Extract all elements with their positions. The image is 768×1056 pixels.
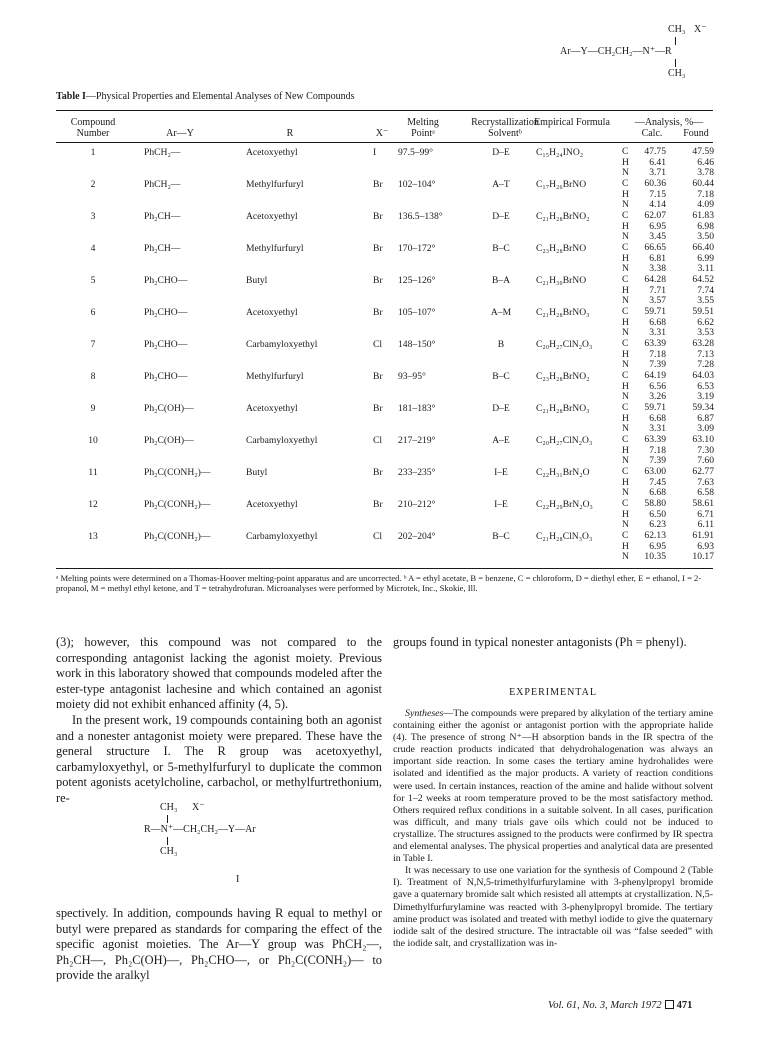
cell-x: Br	[373, 307, 383, 318]
cell-ary: Ph₂CH—	[144, 211, 181, 222]
right-column-top	[393, 635, 713, 651]
analysis-calc: 7.18	[649, 348, 666, 360]
analysis-calc: 62.13	[644, 530, 666, 541]
analysis-line	[622, 435, 714, 446]
analysis-el: C	[622, 146, 629, 157]
cell-x: Br	[373, 499, 383, 510]
cell-x: Br	[373, 211, 383, 222]
cell-analysis	[622, 211, 714, 243]
left-paragraph-2: In the present work, 19 compounds containing both an agonist and a nonester antagonist moiety were prepared. These have the general structure I. The R group was acetoxyethyl, carbamyloxyethyl, or 5-methylfurfuryl to duplicate the common potent agonists acetylcholine, carbachol, or methylfurtrethonium, re-	[56, 712, 382, 805]
analysis-calc: 6.56	[649, 380, 666, 392]
cell-mp: 217–219°	[398, 435, 436, 446]
analysis-calc: 63.39	[644, 434, 666, 445]
cell-formula: C₂₁H₂₈BrNO₂	[536, 211, 590, 222]
analysis-line	[622, 296, 714, 307]
cell-mp: 105–107°	[398, 307, 436, 318]
cell-formula: C₂₃H₂₈BrNO	[536, 243, 587, 254]
analysis-found: 60.44	[692, 178, 714, 189]
analysis-el: C	[622, 370, 629, 381]
cell-r: Butyl	[246, 467, 268, 478]
cell-analysis	[622, 435, 714, 467]
analysis-calc: 3.31	[649, 327, 666, 338]
cell-formula: C₂₃H₂₈BrNO₂	[536, 371, 590, 382]
cell-ary: Ph₂CH—	[144, 243, 181, 254]
analysis-calc: 6.68	[649, 316, 666, 328]
analysis-el: H	[622, 444, 629, 456]
cell-r: Carbamyloxyethyl	[246, 339, 318, 350]
cell-x: Cl	[373, 531, 383, 542]
analysis-found: 7.60	[697, 455, 714, 466]
cell-analysis	[622, 275, 714, 307]
cell-solvent: I–E	[494, 499, 508, 510]
analysis-line	[622, 467, 714, 478]
analysis-line	[622, 339, 714, 350]
analysis-calc: 3.38	[649, 263, 666, 274]
cell-num: 3	[90, 211, 96, 222]
analysis-found: 63.28	[692, 338, 714, 349]
analysis-line	[622, 488, 714, 499]
structure-chain: Ar—Y—CH₂CH₂—N⁺—R	[560, 46, 672, 57]
table-title	[56, 91, 355, 102]
analysis-found: 61.83	[692, 210, 714, 221]
analysis-calc: 60.36	[644, 178, 666, 189]
cell-ary: Ph₂C(CONH₂)—	[144, 531, 211, 542]
cell-solvent: A–M	[490, 307, 512, 318]
analysis-el: N	[622, 231, 629, 242]
analysis-el: H	[622, 540, 629, 552]
analysis-found: 6.93	[697, 540, 714, 552]
right-paragraph-3: It was necessary to use one variation for the synthesis of Compound 2 (Table I). Treatment of N,N,5-trimethylfurfurylamine with 3-phenylpropyl bromide gave a quaternary bromide salt which resisted all attempts at crystallization. N,5-Dimethylfurfurylamine was reacted with 3-phenylpropyl bromide. The tertiary amine product was isolated and treated with methyl iodide to give the quaternary iodide salt of the desired structure. The intractable oil was “false seeded” with the iodide salt, and crystallization was in-	[393, 865, 714, 949]
cell-x: Br	[373, 371, 383, 382]
analysis-el: N	[622, 199, 629, 210]
box-glyph	[665, 1000, 674, 1009]
analysis-calc: 7.71	[649, 284, 666, 296]
analysis-el: N	[622, 455, 629, 466]
cell-formula: C₂₁H₂₈ClN₃O₃	[536, 531, 593, 542]
general-structure-figure	[560, 24, 760, 88]
cell-ary: PhCH₂—	[144, 147, 181, 158]
analysis-el: H	[622, 380, 629, 392]
analysis-line	[622, 552, 714, 563]
analysis-line	[622, 403, 714, 414]
cell-ary: Ph₂CHO—	[144, 371, 188, 382]
cell-ary: Ph₂C(CONH₂)—	[144, 499, 211, 510]
cell-x: Cl	[373, 435, 383, 446]
page-number: 471	[676, 1000, 693, 1011]
header-solvent: Recrystallization Solventᵇ	[471, 117, 539, 139]
cell-formula: C₂₀H₂₇ClN₂O₃	[536, 435, 593, 446]
analysis-calc: 63.39	[644, 338, 666, 349]
table-title-text: —Physical Properties and Elemental Analyses of New Compounds	[85, 91, 355, 102]
analysis-el: C	[622, 434, 629, 445]
cell-solvent: A–E	[492, 435, 510, 446]
cell-solvent: B–C	[492, 243, 510, 254]
analysis-line	[622, 179, 714, 190]
cell-analysis	[622, 531, 714, 563]
analysis-calc: 59.71	[644, 402, 666, 413]
analysis-found: 6.98	[697, 220, 714, 232]
analysis-calc: 66.65	[644, 242, 666, 253]
analysis-el: N	[622, 359, 629, 370]
analysis-el: C	[622, 306, 629, 317]
analysis-el: H	[622, 188, 629, 200]
analysis-found: 3.78	[697, 167, 714, 178]
analysis-el: C	[622, 178, 629, 189]
cell-num: 1	[90, 147, 96, 158]
cell-num: 5	[90, 275, 96, 286]
cell-analysis	[622, 371, 714, 403]
cell-solvent: B–C	[492, 371, 510, 382]
analysis-calc: 3.45	[649, 231, 666, 242]
header-compound: Compound Number	[70, 117, 116, 139]
analysis-found: 61.91	[692, 530, 714, 541]
cell-num: 4	[90, 243, 96, 254]
cell-x: Br	[373, 243, 383, 254]
analysis-calc: 4.14	[649, 199, 666, 210]
analysis-found: 64.03	[692, 370, 714, 381]
cell-num: 2	[90, 179, 96, 190]
syntheses-lead: Syntheses	[405, 708, 444, 719]
structure-bond-top	[675, 37, 676, 45]
cell-mp: 93–95°	[398, 371, 426, 382]
cell-mp: 136.5–138°	[398, 211, 443, 222]
analysis-line	[622, 307, 714, 318]
analysis-found: 59.34	[692, 402, 714, 413]
analysis-found: 6.99	[697, 252, 714, 264]
analysis-calc: 62.07	[644, 210, 666, 221]
analysis-el: C	[622, 210, 629, 221]
structure-i-bond-top	[167, 815, 168, 823]
analysis-found: 6.62	[697, 316, 714, 328]
header-x: X⁻	[375, 128, 389, 139]
cell-r: Methylfurfuryl	[246, 243, 304, 254]
cell-r: Acetoxyethyl	[246, 307, 298, 318]
cell-r: Acetoxyethyl	[246, 147, 298, 158]
analysis-el: N	[622, 519, 629, 530]
analysis-calc: 3.71	[649, 167, 666, 178]
structure-i-bond-bottom	[167, 837, 168, 845]
table-footnote: ᵃ Melting points were determined on a Thomas-Hoover melting-point apparatus and are uncorrected. ᵇ A = ethyl acetate, B = benzene, C = chloroform, D = diethyl ether, E = ethanol, I = 2-propanol, M = methyl ethyl ketone, and T = tetrahydrofuran. Microanalyses were performed by Microtek, Inc., Skokie, Ill.	[56, 573, 702, 593]
page-footer	[548, 1000, 692, 1011]
cell-num: 13	[88, 531, 98, 542]
analysis-el: H	[622, 156, 629, 168]
cell-num: 9	[90, 403, 96, 414]
table-bottom-rule	[56, 568, 713, 569]
analysis-line	[622, 243, 714, 254]
analysis-calc: 63.00	[644, 466, 666, 477]
cell-ary: Ph₂CHO—	[144, 307, 188, 318]
analysis-line	[622, 456, 714, 467]
cell-x: Br	[373, 403, 383, 414]
cell-mp: 170–172°	[398, 243, 436, 254]
analysis-calc: 59.71	[644, 306, 666, 317]
cell-ary: Ph₂C(OH)—	[144, 435, 194, 446]
analysis-found: 6.11	[697, 519, 714, 530]
cell-formula: C₂₁H₂₈BrNO₃	[536, 307, 590, 318]
cell-ary: PhCH₂—	[144, 179, 181, 190]
cell-num: 6	[90, 307, 96, 318]
analysis-found: 59.51	[692, 306, 714, 317]
analysis-calc: 7.15	[649, 188, 666, 200]
cell-analysis	[622, 147, 714, 179]
cell-analysis	[622, 467, 714, 499]
cell-num: 7	[90, 339, 96, 350]
analysis-el: N	[622, 551, 629, 562]
cell-x: Br	[373, 467, 383, 478]
cell-analysis	[622, 243, 714, 275]
cell-analysis	[622, 307, 714, 339]
analysis-found: 4.09	[697, 199, 714, 210]
section-heading-experimental: EXPERIMENTAL	[509, 687, 597, 698]
analysis-found: 7.74	[697, 284, 714, 296]
analysis-calc: 7.18	[649, 444, 666, 456]
analysis-calc: 6.81	[649, 252, 666, 264]
cell-solvent: I–E	[494, 467, 508, 478]
analysis-line	[622, 200, 714, 211]
analysis-found: 3.11	[697, 263, 714, 274]
analysis-line	[622, 264, 714, 275]
cell-x: Br	[373, 179, 383, 190]
analysis-calc: 6.23	[649, 519, 666, 530]
cell-r: Butyl	[246, 275, 268, 286]
structure-bond-bottom	[675, 59, 676, 67]
cell-r: Methylfurfuryl	[246, 179, 304, 190]
analysis-el: C	[622, 402, 629, 413]
analysis-calc: 3.57	[649, 295, 666, 306]
structure-i-label: I	[236, 874, 240, 885]
cell-solvent: A–T	[492, 179, 510, 190]
cell-r: Carbamyloxyethyl	[246, 531, 318, 542]
cell-formula: C₂₂H₂₉BrN₂O₃	[536, 499, 593, 510]
cell-formula: C₁₇H₂₆BrNO	[536, 179, 587, 190]
analysis-el: C	[622, 530, 629, 541]
analysis-line	[622, 531, 714, 542]
structure-i-chain: R—N⁺—CH₂CH₂—Y—Ar	[144, 824, 256, 835]
analysis-calc: 6.68	[649, 412, 666, 424]
analysis-calc: 6.50	[649, 508, 666, 520]
analysis-el: N	[622, 391, 629, 402]
analysis-calc: 58.80	[644, 498, 666, 509]
analysis-found: 3.50	[697, 231, 714, 242]
cell-solvent: D–E	[492, 147, 510, 158]
analysis-calc: 47.75	[644, 146, 666, 157]
analysis-found: 7.13	[697, 348, 714, 360]
header-r: R	[286, 128, 294, 139]
analysis-line	[622, 211, 714, 222]
cell-ary: Ph₂CHO—	[144, 339, 188, 350]
analysis-el: H	[622, 476, 629, 488]
cell-num: 12	[88, 499, 98, 510]
analysis-line	[622, 328, 714, 339]
analysis-calc: 7.39	[649, 359, 666, 370]
analysis-el: H	[622, 284, 629, 296]
cell-r: Carbamyloxyethyl	[246, 435, 318, 446]
cell-solvent: D–E	[492, 211, 510, 222]
analysis-line	[622, 232, 714, 243]
analysis-found: 3.55	[697, 295, 714, 306]
analysis-found: 7.63	[697, 476, 714, 488]
analysis-line	[622, 499, 714, 510]
analysis-calc: 3.26	[649, 391, 666, 402]
header-mp: Melting Pointᵃ	[407, 117, 439, 139]
cell-analysis	[622, 499, 714, 531]
cell-solvent: B–C	[492, 531, 510, 542]
structure-ch3-top: CH₃	[668, 24, 686, 35]
cell-analysis	[622, 339, 714, 371]
structure-anion: X⁻	[694, 24, 707, 35]
cell-mp: 202–204°	[398, 531, 436, 542]
analysis-el: C	[622, 498, 629, 509]
cell-r: Acetoxyethyl	[246, 211, 298, 222]
cell-r: Acetoxyethyl	[246, 403, 298, 414]
cell-mp: 181–183°	[398, 403, 436, 414]
structure-i-ch3-top: CH₃	[160, 802, 178, 813]
cell-num: 8	[90, 371, 96, 382]
analysis-el: N	[622, 487, 629, 498]
analysis-el: N	[622, 423, 629, 434]
analysis-calc: 6.95	[649, 220, 666, 232]
analysis-line	[622, 424, 714, 435]
analysis-el: N	[622, 327, 629, 338]
analysis-el: H	[622, 252, 629, 264]
header-found: Found	[683, 128, 709, 139]
cell-ary: Ph₂CHO—	[144, 275, 188, 286]
analysis-found: 6.71	[697, 508, 714, 520]
analysis-el: H	[622, 220, 629, 232]
analysis-calc: 6.41	[649, 156, 666, 168]
journal-citation: Vol. 61, No. 3, March 1972	[548, 1000, 662, 1011]
analysis-el: N	[622, 295, 629, 306]
left-column-top	[56, 635, 382, 807]
cell-analysis	[622, 403, 714, 435]
analysis-found: 7.18	[697, 188, 714, 200]
right-paragraph-1: groups found in typical nonester antagonists (Ph = phenyl).	[393, 635, 687, 649]
analysis-line	[622, 275, 714, 286]
table-header-rule	[56, 142, 713, 143]
cell-analysis	[622, 179, 714, 211]
table-title-label: Table I	[56, 91, 86, 102]
analysis-calc: 6.68	[649, 487, 666, 498]
analysis-found: 6.58	[697, 487, 714, 498]
header-analysis: —Analysis, %—	[634, 117, 704, 128]
analysis-found: 63.10	[692, 434, 714, 445]
cell-solvent: B	[497, 339, 505, 350]
left-paragraph-3: spectively. In addition, compounds having R equal to methyl or butyl were prepared as standards for comparing the effect of the specific agonist moieties. The Ar—Y group was PhCH₂—, Ph₂CH—, Ph₂C(OH)—, Ph₂CHO—, or Ph₂C(CONH₂)— to provide the aralkyl	[56, 906, 382, 983]
analysis-found: 47.59	[692, 146, 714, 157]
cell-mp: 102–104°	[398, 179, 436, 190]
analysis-found: 3.09	[697, 423, 714, 434]
analysis-calc: 10.35	[644, 551, 666, 562]
cell-formula: C₂₁H₂₈BrNO₃	[536, 403, 590, 414]
analysis-line	[622, 392, 714, 403]
structure-i-anion: X⁻	[192, 802, 205, 813]
analysis-found: 62.77	[692, 466, 714, 477]
cell-ary: Ph₂C(CONH₂)—	[144, 467, 211, 478]
analysis-el: H	[622, 316, 629, 328]
analysis-calc: 64.28	[644, 274, 666, 285]
analysis-found: 7.30	[697, 444, 714, 456]
cell-formula: C₂₀H₂₇ClN₂O₃	[536, 339, 593, 350]
cell-ary: Ph₂C(OH)—	[144, 403, 194, 414]
header-calc: Calc.	[641, 128, 663, 139]
analysis-calc: 3.31	[649, 423, 666, 434]
header-ary: Ar—Y	[166, 128, 194, 139]
structure-i-ch3-bottom: CH₃	[160, 846, 178, 857]
structure-i-figure	[140, 802, 340, 897]
analysis-line	[622, 168, 714, 179]
analysis-el: H	[622, 348, 629, 360]
cell-mp: 125–126°	[398, 275, 436, 286]
cell-r: Methylfurfuryl	[246, 371, 304, 382]
analysis-calc: 7.39	[649, 455, 666, 466]
analysis-found: 6.46	[697, 156, 714, 168]
analysis-found: 3.19	[697, 391, 714, 402]
syntheses-paragraph	[393, 708, 713, 865]
cell-r: Acetoxyethyl	[246, 499, 298, 510]
cell-x: I	[373, 147, 377, 158]
cell-num: 10	[88, 435, 98, 446]
cell-solvent: B–A	[491, 275, 511, 286]
analysis-el: C	[622, 466, 629, 477]
cell-formula: C₂₂H₃₁BrN₂O	[536, 467, 590, 478]
analysis-line	[622, 360, 714, 371]
analysis-found: 64.52	[692, 274, 714, 285]
analysis-el: C	[622, 338, 629, 349]
cell-x: Cl	[373, 339, 383, 350]
right-column-experimental	[393, 708, 713, 950]
cell-formula: C₁₅H₂₄INO₂	[536, 147, 584, 158]
cell-mp: 97.5–99°	[398, 147, 434, 158]
cell-mp: 148–150°	[398, 339, 436, 350]
analysis-found: 6.53	[697, 380, 714, 392]
analysis-found: 6.87	[697, 412, 714, 424]
analysis-calc: 64.19	[644, 370, 666, 381]
cell-mp: 233–235°	[398, 467, 436, 478]
table-top-rule	[56, 110, 713, 111]
analysis-el: C	[622, 242, 629, 253]
cell-solvent: D–E	[492, 403, 510, 414]
analysis-found: 58.61	[692, 498, 714, 509]
analysis-found: 7.28	[697, 359, 714, 370]
cell-num: 11	[88, 467, 98, 478]
analysis-found: 3.53	[697, 327, 714, 338]
left-column-bottom	[56, 906, 382, 984]
analysis-found: 10.17	[692, 551, 714, 562]
analysis-calc: 6.95	[649, 540, 666, 552]
analysis-line	[622, 520, 714, 531]
analysis-el: H	[622, 412, 629, 424]
cell-mp: 210–212°	[398, 499, 436, 510]
analysis-el: N	[622, 263, 629, 274]
analysis-el: H	[622, 508, 629, 520]
cell-x: Br	[373, 275, 383, 286]
syntheses-text: —The compounds were prepared by alkylation of the tertiary amine containing either the agonist or antagonist portion with the appropriate halide (4). The presence of strong N⁺—H absorption bands in the IR spectra of the crude reaction products indicated that dehydrohalogenation was always an important side reaction. In some cases the tertiary amine hydrohalides were isolated and identified as the major products. A variety of reaction conditions were used. In certain instances, reaction of the amine and halide without solvent for 1–2 weeks at room temperature proved to be the most satisfactory method. Others required reflux conditions in a suitable solvent. In all cases, purification was difficult, and many trials gave oils which could not be induced to crystallize. The structures assigned to the products were confirmed by IR spectra and elemental analyses. The physical properties and analytical data are presented in Table I.	[393, 708, 713, 865]
analysis-line	[622, 147, 714, 158]
analysis-line	[622, 371, 714, 382]
header-formula: Empirical Formula	[534, 117, 610, 128]
analysis-el: C	[622, 274, 629, 285]
structure-ch3-bottom: CH₃	[668, 68, 686, 79]
cell-formula: C₂₁H₃₀BrNO	[536, 275, 587, 286]
analysis-found: 66.40	[692, 242, 714, 253]
analysis-el: N	[622, 167, 629, 178]
analysis-calc: 7.45	[649, 476, 666, 488]
left-paragraph-1: (3); however, this compound was not compared to the corresponding antagonist lacking the agonist moiety. Previous work in this laboratory showed that compounds modeled after the ester-type antagonist lachesine and which contained an agonist moiety did not exhibit enhanced affinity (4, 5).	[56, 635, 382, 712]
